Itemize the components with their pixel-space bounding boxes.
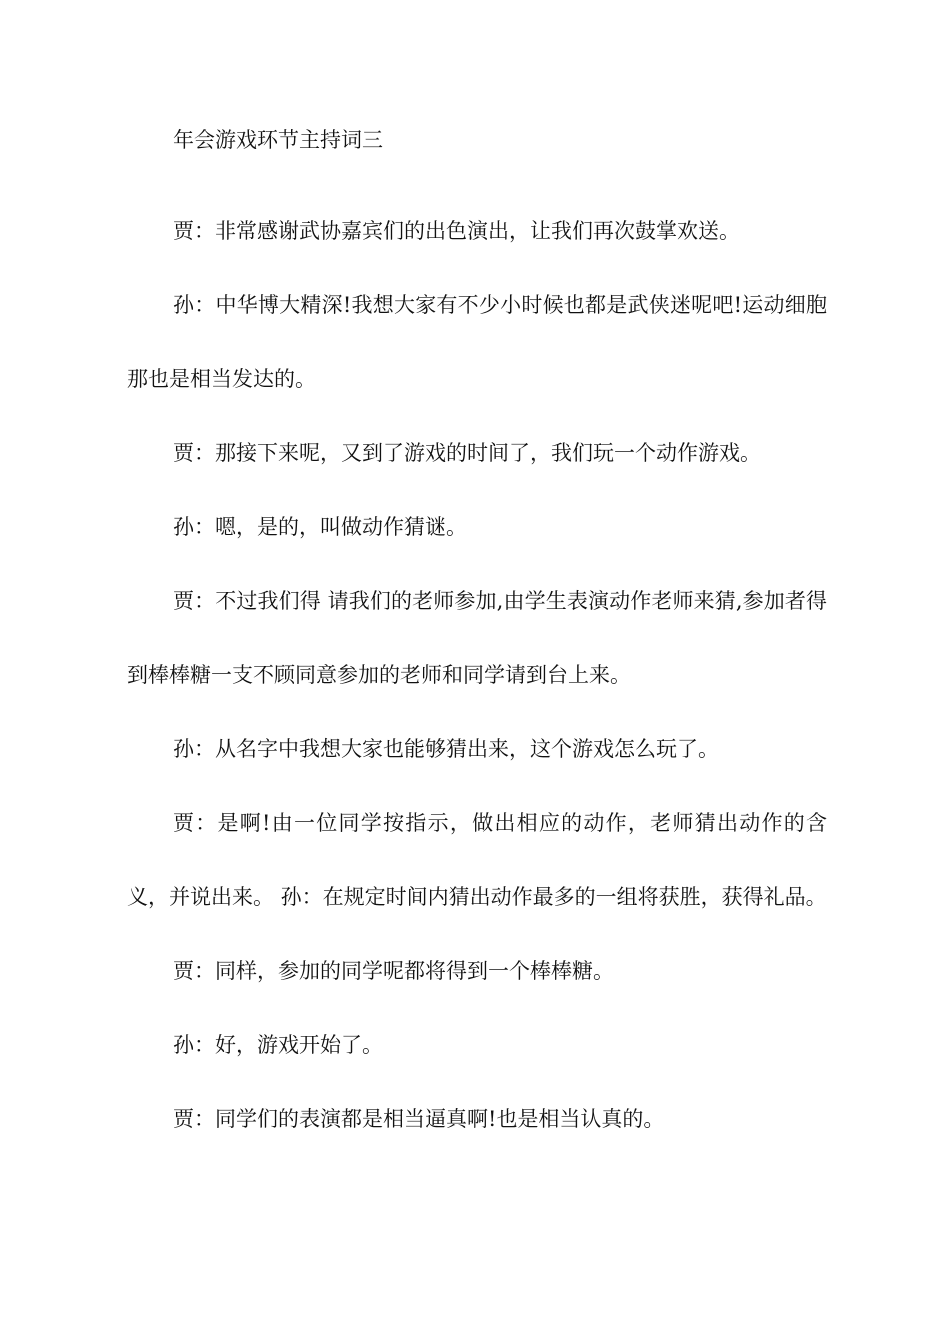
paragraph: 孙：好，游戏开始了。 [173,1033,383,1057]
document-body [127,120,827,1156]
paragraph: 贾：不过我们得 请我们的老师参加,由学生表演动作老师来猜,参加者得到棒棒糖一支不顾同意参加的老师和同学请到台上来。 [127,589,827,687]
document-title: 年会游戏环节主持词三 [173,128,383,152]
paragraph: 贾：那接下来呢，又到了游戏的时间了，我们玩一个动作游戏。 [173,441,761,465]
paragraph: 贾：是啊!由一位同学按指示，做出相应的动作，老师猜出动作的含义，并说出来。 孙：在规定时间内猜出动作最多的一组将获胜，获得礼品。 [127,811,827,909]
paragraph: 贾：非常感谢武协嘉宾们的出色演出，让我们再次鼓掌欢送。 [173,219,740,243]
paragraph: 贾：同样，参加的同学呢都将得到一个棒棒糖。 [173,959,614,983]
paragraph: 孙：中华博大精深!我想大家有不少小时候也都是武侠迷呢吧!运动细胞那也是相当发达的。 [127,293,827,391]
paragraph: 孙：从名字中我想大家也能够猜出来，这个游戏怎么玩了。 [173,737,719,761]
paragraph: 贾：同学们的表演都是相当逼真啊!也是相当认真的。 [173,1107,665,1131]
paragraph: 孙：嗯，是的，叫做动作猜谜。 [173,515,467,539]
